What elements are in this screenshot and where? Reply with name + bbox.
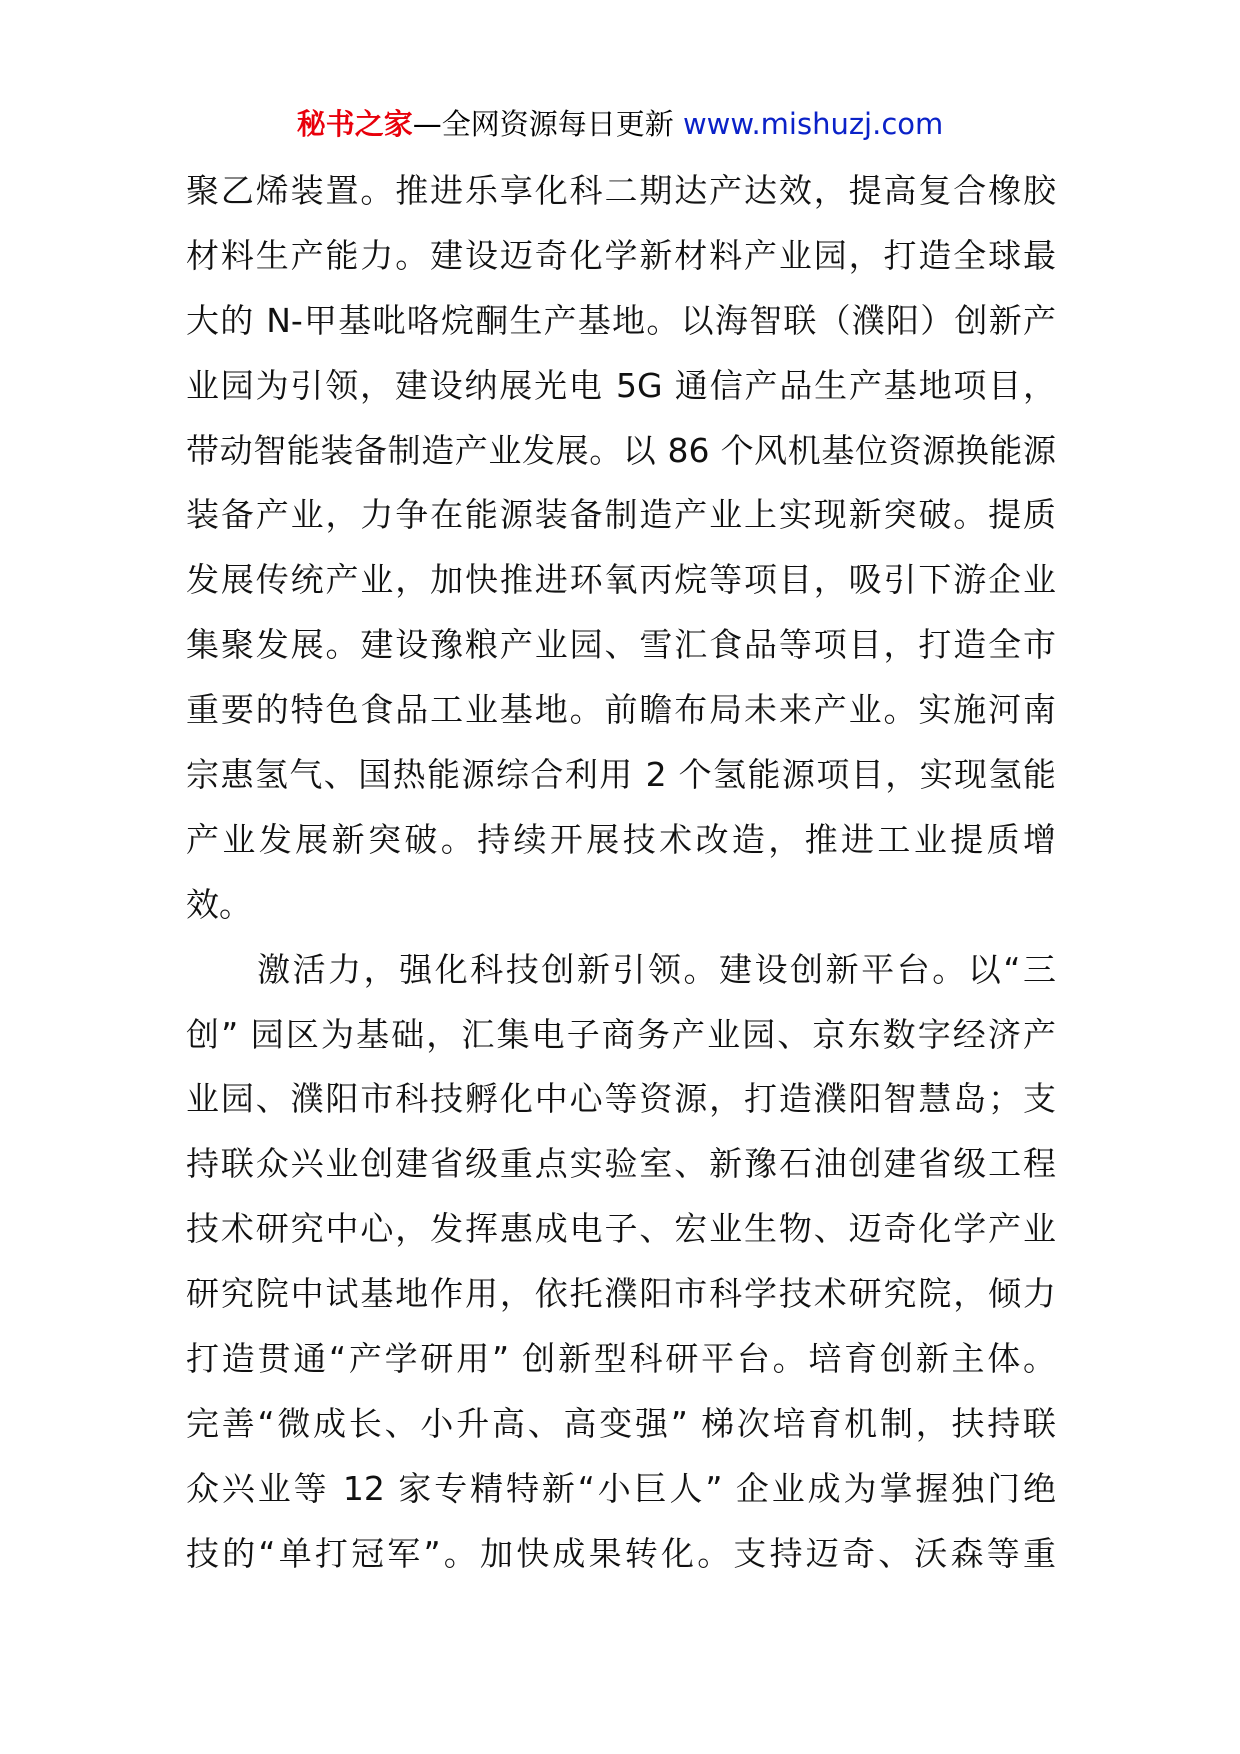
text-line: 产业发展新突破。持续开展技术改造，推进工业提质增 bbox=[186, 819, 1056, 859]
text-line: 发展传统产业，加快推进环氧丙烷等项目，吸引下游企业 bbox=[186, 560, 1056, 600]
text-line: 技的“单打冠军”。加快成果转化。支持迈奇、沃森等重 bbox=[186, 1533, 1056, 1573]
text-line: 技术研究中心，发挥惠成电子、宏业生物、迈奇化学产业 bbox=[186, 1209, 1056, 1249]
paragraph-2 bbox=[186, 938, 1056, 1587]
text-line: 材料生产能力。建设迈奇化学新材料产业园，打造全球最 bbox=[186, 235, 1056, 275]
text-line: 打造贯通“产学研用” 创新型科研平台。培育创新主体。 bbox=[186, 1339, 1056, 1379]
text-line: 持联众兴业创建省级重点实验室、新豫石油创建省级工程 bbox=[186, 1144, 1056, 1184]
text-line: 完善“微成长、小升高、高变强” 梯次培育机制，扶持联 bbox=[186, 1403, 1056, 1443]
text-line: 重要的特色食品工业基地。前瞻布局未来产业。实施河南 bbox=[186, 690, 1056, 730]
text-line: 集聚发展。建设豫粮产业园、雪汇食品等项目，打造全市 bbox=[186, 625, 1056, 665]
text-line: 宗惠氢气、国热能源综合利用 2 个氢能源项目，实现氢能 bbox=[186, 755, 1056, 795]
text-line: 创” 园区为基础，汇集电子商务产业园、京东数字经济产 bbox=[186, 1014, 1056, 1054]
text-line: 带动智能装备制造产业发展。以 86 个风机基位资源换能源 bbox=[186, 430, 1056, 470]
text-line: 众兴业等 12 家专精特新“小巨人” 企业成为掌握独门绝 bbox=[186, 1468, 1056, 1508]
header-tagline: —全网资源每日更新 bbox=[412, 107, 674, 141]
page-header bbox=[0, 102, 1240, 146]
text-line: 业园为引领，建设纳展光电 5G 通信产品生产基地项目， bbox=[186, 365, 1056, 405]
site-url-link[interactable]: www.mishuzj.com bbox=[682, 107, 944, 141]
text-line: 效。 bbox=[186, 884, 252, 924]
text-line: 大的 N-甲基吡咯烷酮生产基地。以海智联（濮阳）创新产 bbox=[186, 300, 1056, 340]
paragraph-1 bbox=[186, 159, 1056, 938]
text-line: 研究院中试基地作用，依托濮阳市科学技术研究院，倾力 bbox=[186, 1274, 1056, 1314]
text-line: 激活力，强化科技创新引领。建设创新平台。以“三 bbox=[186, 949, 1056, 989]
brand-name: 秘书之家 bbox=[296, 107, 413, 141]
text-line: 业园、濮阳市科技孵化中心等资源，打造濮阳智慧岛；支 bbox=[186, 1079, 1056, 1119]
text-line: 聚乙烯装置。推进乐享化科二期达产达效，提高复合橡胶 bbox=[186, 171, 1056, 210]
text-line: 装备产业，力争在能源装备制造产业上实现新突破。提质 bbox=[186, 495, 1056, 535]
document-body bbox=[186, 159, 1056, 1587]
